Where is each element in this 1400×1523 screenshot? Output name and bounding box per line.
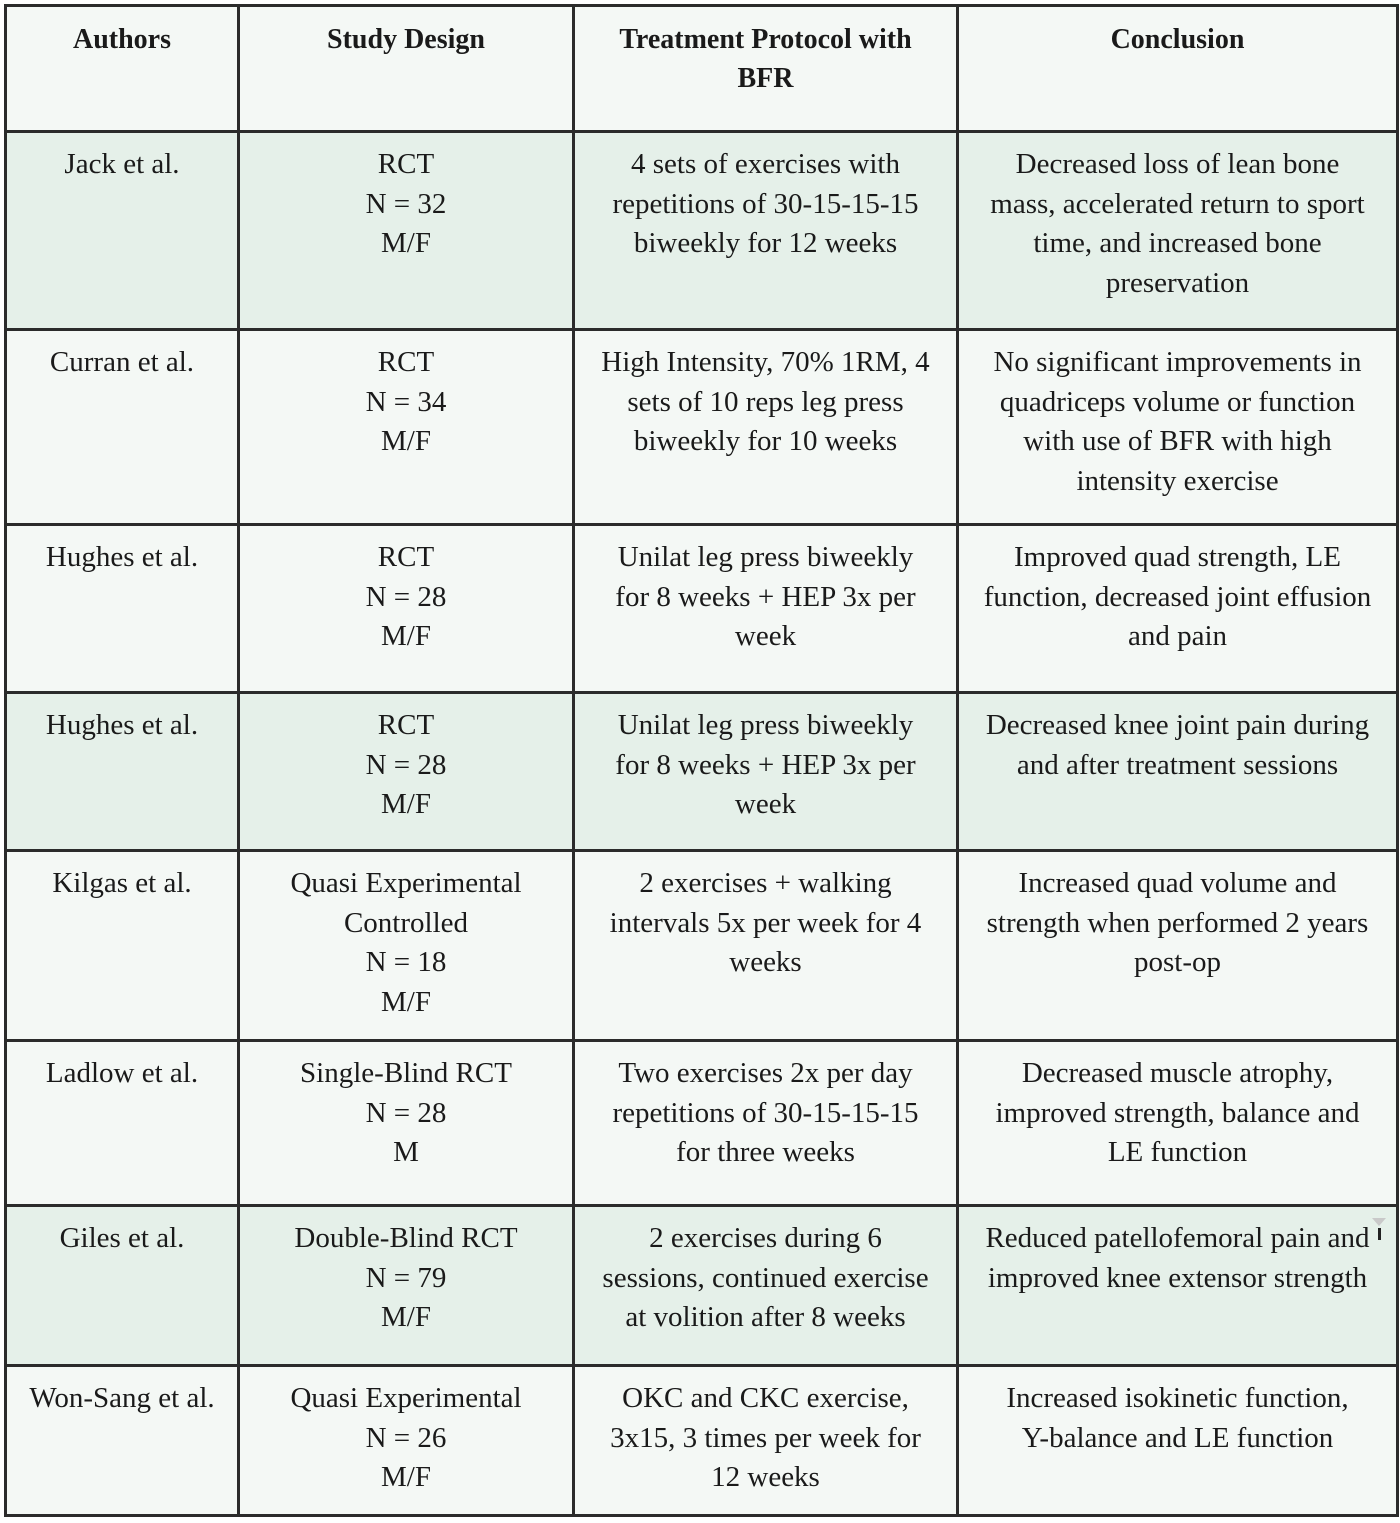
design-cell: Double-Blind RCT N = 79 M/F	[239, 1206, 574, 1366]
design-cell: RCT N = 34 M/F	[239, 330, 574, 525]
table-row	[6, 132, 1398, 330]
author-cell: Hughes et al.	[6, 693, 239, 851]
conclusion-cell: Decreased muscle atrophy, improved strength, balance and LE function	[958, 1041, 1398, 1206]
table-row	[6, 693, 1398, 851]
header-study-design: Study Design	[239, 6, 574, 132]
design-cell: Quasi Experimental Controlled N = 18 M/F	[239, 851, 574, 1041]
design-cell: Quasi Experimental N = 26 M/F	[239, 1366, 574, 1516]
protocol-cell: Unilat leg press biweekly for 8 weeks + HEP 3x per week	[574, 693, 958, 851]
caret-down-icon	[1372, 1218, 1386, 1226]
header-authors: Authors	[6, 6, 239, 132]
conclusion-cell: Reduced patellofemoral pain and improved knee extensor strength	[958, 1206, 1398, 1366]
table-row	[6, 1206, 1398, 1366]
protocol-cell: 2 exercises + walking intervals 5x per week for 4 weeks	[574, 851, 958, 1041]
author-cell: Giles et al.	[6, 1206, 239, 1366]
protocol-cell: Unilat leg press biweekly for 8 weeks + HEP 3x per week	[574, 525, 958, 693]
protocol-cell: Two exercises 2x per day repetitions of 30-15-15-15 for three weeks	[574, 1041, 958, 1206]
header-row	[6, 6, 1398, 132]
table-row	[6, 851, 1398, 1041]
design-cell: Single-Blind RCT N = 28 M	[239, 1041, 574, 1206]
design-cell: RCT N = 28 M/F	[239, 525, 574, 693]
header-conclusion: Conclusion	[958, 6, 1398, 132]
table-row	[6, 330, 1398, 525]
header-treatment-protocol: Treatment Protocol with BFR	[574, 6, 958, 132]
table-row	[6, 1041, 1398, 1206]
protocol-cell: 4 sets of exercises with repetitions of 30-15-15-15 biweekly for 12 weeks	[574, 132, 958, 330]
author-cell: Won-Sang et al.	[6, 1366, 239, 1516]
author-cell: Ladlow et al.	[6, 1041, 239, 1206]
resize-handle-icon[interactable]	[1372, 1218, 1386, 1240]
protocol-cell: 2 exercises during 6 sessions, continued exercise at volition after 8 weeks	[574, 1206, 958, 1366]
conclusion-cell: Increased isokinetic function, Y-balance and LE function	[958, 1366, 1398, 1516]
conclusion-cell: Increased quad volume and strength when performed 2 years post-op	[958, 851, 1398, 1041]
author-cell: Jack et al.	[6, 132, 239, 330]
conclusion-cell: Decreased loss of lean bone mass, accelerated return to sport time, and increased bone preservation	[958, 132, 1398, 330]
study-table	[4, 4, 1399, 1517]
conclusion-cell: No significant improvements in quadriceps volume or function with use of BFR with high intensity exercise	[958, 330, 1398, 525]
author-cell: Curran et al.	[6, 330, 239, 525]
conclusion-cell: Decreased knee joint pain during and after treatment sessions	[958, 693, 1398, 851]
author-cell: Hughes et al.	[6, 525, 239, 693]
table-row	[6, 1366, 1398, 1516]
design-cell: RCT N = 32 M/F	[239, 132, 574, 330]
conclusion-cell: Improved quad strength, LE function, decreased joint effusion and pain	[958, 525, 1398, 693]
protocol-cell: OKC and CKC exercise, 3x15, 3 times per week for 12 weeks	[574, 1366, 958, 1516]
author-cell: Kilgas et al.	[6, 851, 239, 1041]
protocol-cell: High Intensity, 70% 1RM, 4 sets of 10 reps leg press biweekly for 10 weeks	[574, 330, 958, 525]
table-row	[6, 525, 1398, 693]
cursor-icon	[1378, 1228, 1381, 1240]
design-cell: RCT N = 28 M/F	[239, 693, 574, 851]
